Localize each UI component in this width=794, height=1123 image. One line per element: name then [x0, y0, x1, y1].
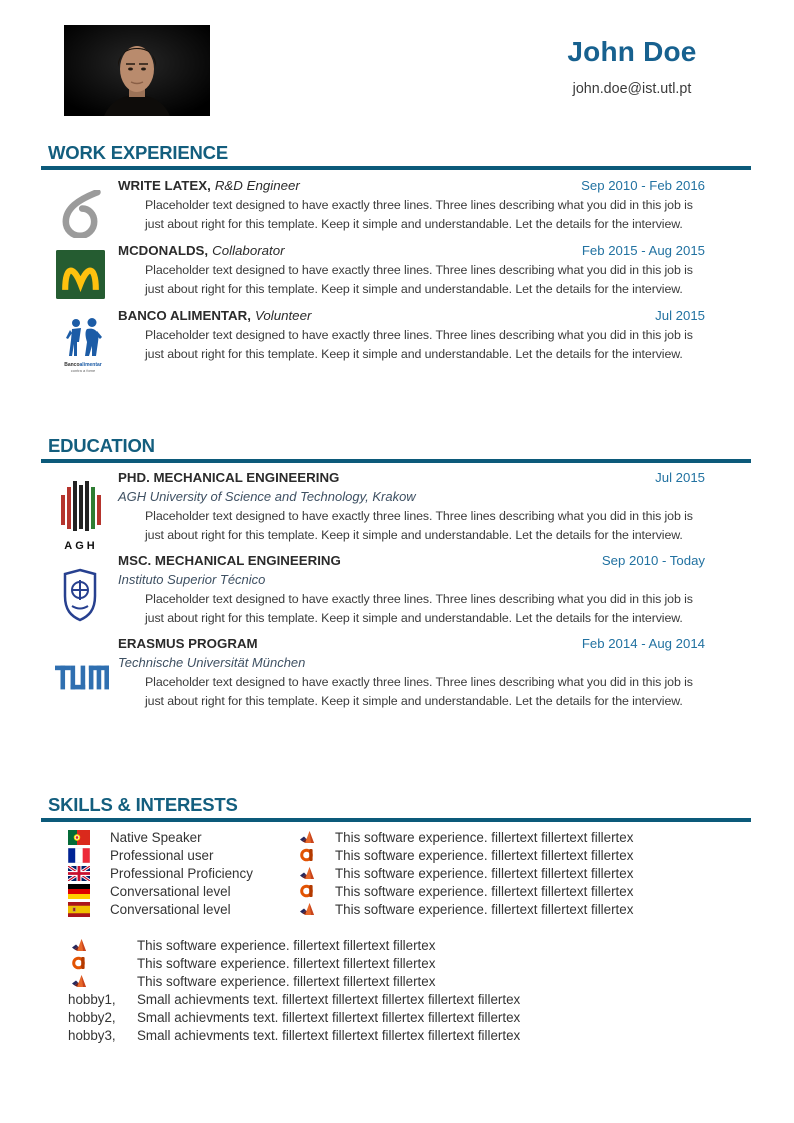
- date-range: Jul 2015: [655, 470, 705, 485]
- language-row: [68, 846, 300, 864]
- skills-columns: [68, 828, 751, 918]
- software-text: This software experience. fillertext fillertext fillertex: [137, 973, 436, 989]
- software-text: This software experience. fillertext fillertext fillertex: [137, 955, 436, 971]
- work-entry-banco-alimentar: [41, 306, 751, 374]
- software-row: [300, 864, 751, 882]
- office-icon: [300, 848, 314, 862]
- degree-description: Placeholder text designed to have exactly three lines. Three lines describing what you did in this job is just about right for this template. Keep it simple and understandable. Let the details for the interview.: [145, 592, 693, 625]
- education-entry-phd: [41, 468, 751, 552]
- tum-logo-icon: [55, 665, 109, 695]
- france-flag-icon: [68, 848, 90, 863]
- date-range: Sep 2010 - Today: [601, 553, 705, 569]
- institution-name: AGH University of Science and Technology, Krakow: [118, 489, 416, 504]
- portrait-photo: [64, 25, 210, 116]
- mcdonalds-logo-icon: [56, 250, 105, 304]
- software-text: This software experience. fillertext fillertext fillertex: [335, 865, 634, 881]
- work-experience-section: [41, 140, 751, 372]
- header-identity: [470, 37, 794, 97]
- spain-flag-icon: [68, 902, 90, 917]
- software-text: This software experience. fillertext fillertext fillertex: [137, 937, 436, 953]
- skills-interests-section: [41, 792, 751, 1044]
- matlab-icon: [300, 902, 314, 916]
- hobbies-list: [68, 990, 751, 1044]
- date-range: Feb 2014 - Aug 2014: [581, 636, 705, 652]
- date-range: Sep 2010 - Feb 2016: [581, 178, 705, 193]
- job-role: Collaborator: [212, 243, 285, 259]
- matlab-icon: [72, 974, 137, 988]
- hobby-label: hobby2,: [68, 1009, 116, 1025]
- language-level: Native Speaker: [110, 829, 202, 845]
- language-level: Professional Proficiency: [110, 865, 253, 881]
- degree-description: Placeholder text designed to have exactly three lines. Three lines describing what you did in this job is just about right for this template. Keep it simple and understandable. Let the details for the interview.: [145, 675, 693, 708]
- language-row: [68, 900, 300, 918]
- institution-name: Instituto Superior Técnico: [118, 572, 266, 588]
- hobby-text: Small achievments text. fillertext fillertext fillertex fillertext fillertex: [137, 1009, 521, 1025]
- education-entry-msc: [41, 551, 751, 627]
- banco-alimentar-logo-icon: Bancoalimentar contra a fome: [59, 318, 107, 373]
- education-entry-erasmus: [41, 634, 751, 710]
- degree-name: PHD. MECHANICAL ENGINEERING: [118, 470, 340, 485]
- institution-name: Technische Universität München: [118, 655, 306, 671]
- hobby-label: hobby1,: [68, 991, 116, 1007]
- portugal-flag-icon: [68, 830, 90, 845]
- office-icon: [72, 956, 137, 970]
- job-role: Volunteer: [254, 308, 312, 324]
- hobby-text: Small achievments text. fillertext fillertext fillertex fillertext fillertex: [137, 991, 521, 1007]
- software-text: This software experience. fillertext fillertext fillertex: [335, 847, 634, 863]
- language-row: [68, 882, 300, 900]
- software-row: [72, 972, 751, 990]
- portrait-photo-image: [64, 25, 210, 116]
- work-entry-writelatex: [41, 176, 751, 233]
- education-section: [41, 433, 751, 718]
- section-divider: [41, 818, 751, 822]
- matlab-icon: [72, 938, 137, 952]
- language-level: Professional user: [110, 847, 214, 863]
- agh-logo-text: AGH: [64, 540, 98, 552]
- office-icon: [300, 884, 314, 898]
- agh-logo-icon: [57, 481, 105, 552]
- job-description: Placeholder text designed to have exactly three lines. Three lines describing what you did in this job is just about right for this template. Keep it simple and understandable. Let the details for the interview.: [145, 328, 693, 361]
- language-level: Conversational level: [110, 883, 231, 899]
- software-experience-list: [72, 936, 751, 990]
- degree-description: Placeholder text designed to have exactly three lines. Three lines describing what you did in this job is just about right for this template. Keep it simple and understandable. Let the details for the interview.: [145, 509, 693, 542]
- hobby-label: hobby3,: [68, 1027, 116, 1043]
- software-row: [72, 954, 751, 972]
- software-row: [300, 882, 751, 900]
- hobby-row: [68, 1026, 751, 1044]
- section-title-education: EDUCATION: [48, 435, 155, 456]
- software-text: This software experience. fillertext fillertext fillertex: [335, 883, 634, 899]
- language-row: [68, 864, 300, 882]
- software-text: This software experience. fillertext fillertext fillertex: [335, 829, 634, 845]
- banco-tagline: contra a fome: [70, 368, 96, 374]
- job-role: R&D Engineer: [214, 178, 300, 193]
- hobby-text: Small achievments text. fillertext fillertext fillertex fillertext fillertex: [137, 1027, 521, 1043]
- company-name: BANCO ALIMENTAR,: [118, 308, 251, 324]
- work-entry-mcdonalds: [41, 241, 751, 298]
- date-range: Jul 2015: [655, 308, 705, 324]
- job-description: Placeholder text designed to have exactly three lines. Three lines describing what you did in this job is just about right for this template. Keep it simple and understandable. Let the details for the interview.: [145, 198, 693, 231]
- software-list: [300, 828, 751, 918]
- email-address: john.doe@ist.utl.pt: [572, 81, 692, 97]
- section-title-skills: SKILLS & INTERESTS: [48, 794, 238, 815]
- software-row: [300, 828, 751, 846]
- hobby-row: [68, 1008, 751, 1026]
- germany-flag-icon: [68, 884, 90, 899]
- section-title-work: WORK EXPERIENCE: [48, 142, 228, 163]
- language-level: Conversational level: [110, 901, 231, 917]
- section-divider: [41, 459, 751, 463]
- writelatex-leaf-icon: [58, 190, 102, 243]
- languages-list: [68, 828, 300, 918]
- software-row: [300, 900, 751, 918]
- language-row: [68, 828, 300, 846]
- software-row: [300, 846, 751, 864]
- uk-flag-icon: [68, 866, 90, 881]
- ist-shield-icon: [61, 568, 99, 627]
- degree-name: ERASMUS PROGRAM: [118, 636, 258, 652]
- company-name: WRITE LATEX,: [118, 178, 211, 193]
- date-range: Feb 2015 - Aug 2015: [581, 243, 705, 259]
- person-name: John Doe: [567, 36, 697, 67]
- job-description: Placeholder text designed to have exactly three lines. Three lines describing what you did in this job is just about right for this template. Keep it simple and understandable. Let the details for the interview.: [145, 263, 693, 296]
- degree-name: MSC. MECHANICAL ENGINEERING: [118, 553, 341, 569]
- software-text: This software experience. fillertext fillertext fillertex: [335, 901, 634, 917]
- matlab-icon: [300, 830, 314, 844]
- software-row: [72, 936, 751, 954]
- matlab-icon: [300, 866, 314, 880]
- section-divider: [41, 166, 751, 170]
- company-name: MCDONALDS,: [118, 243, 209, 259]
- hobby-row: [68, 990, 751, 1008]
